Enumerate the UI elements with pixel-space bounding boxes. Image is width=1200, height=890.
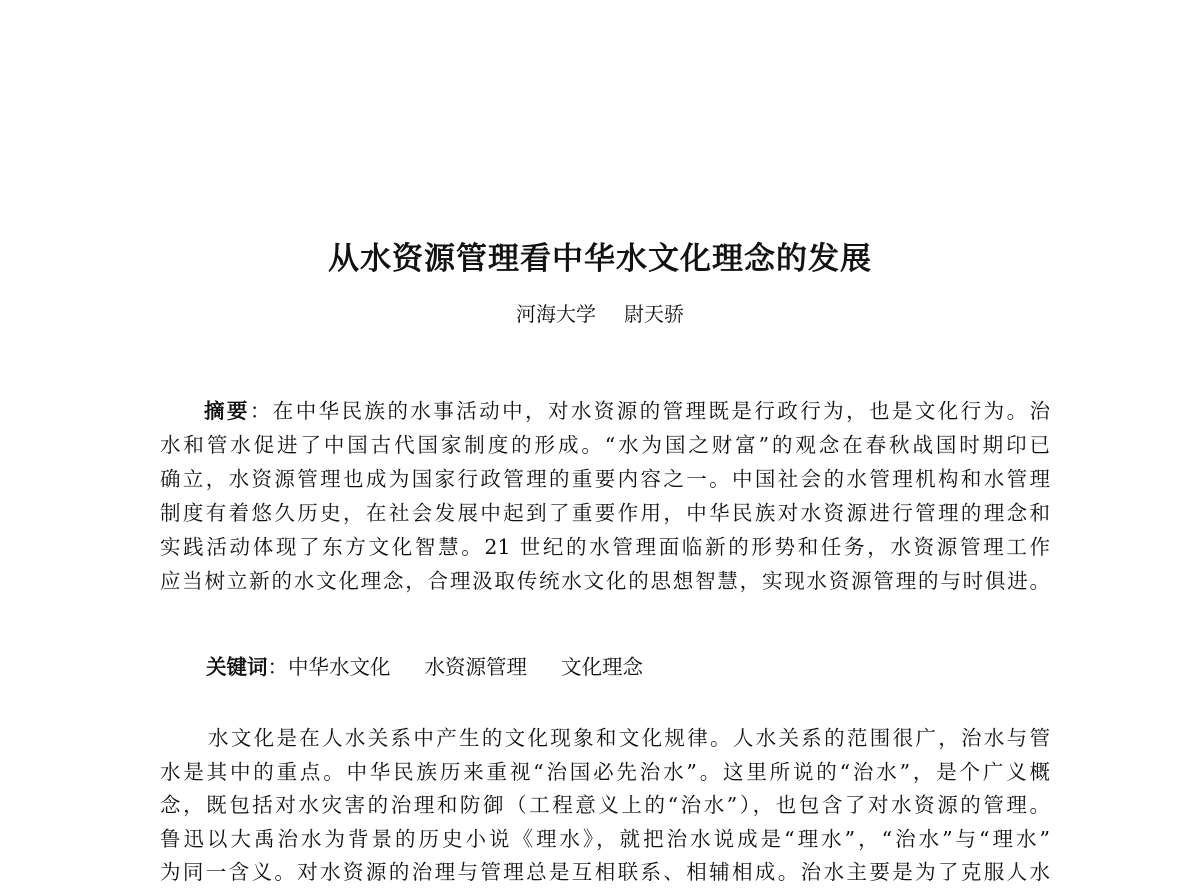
keywords-separator: ： [267,655,288,679]
author-affiliation: 河海大学 [516,302,596,326]
abstract-line: 水和管水促进了中国古代国家制度的形成。“水为国之财富”的观念在春秋战国时期印已 [160,433,1050,457]
keyword: 中华水文化 [288,655,391,679]
keywords-label: 关键词 [206,655,268,679]
body-line: 水文化是在人水关系中产生的文化现象和文化规律。人水关系的范围很广，治水与管 [208,726,1050,750]
abstract-line: 实践活动体现了东方文化智慧。21 世纪的水管理面临新的形势和任务，水资源管理工作 [160,535,1050,559]
abstract-line: 应当树立新的水文化理念，合理汲取传统水文化的思想智慧，实现水资源管理的与时俱进。 [160,569,1050,593]
abstract [160,394,1050,598]
abstract-line [160,394,1050,428]
keywords [206,650,643,684]
abstract-line: 确立，水资源管理也成为国家行政管理的重要内容之一。中国社会的水管理机构和水管理 [160,467,1050,491]
paper-title: 从水资源管理看中华水文化理念的发展 [328,241,872,277]
body-line: 鲁迅以大禹治水为背景的历史小说《理水》，就把治水说成是“理水”，“治水”与“理水” [160,826,1050,851]
body-line: 为同一含义。对水资源的治理与管理总是互相联系、相辅相成。治水主要是为了克服人水 [160,860,1050,884]
author-name: 尉天骄 [624,302,684,326]
body-paragraph [160,722,1050,890]
byline [0,299,1200,329]
body-line: 水是其中的重点。中华民族历来重视“治国必先治水”。这里所说的“治水”，是个广义概 [160,759,1050,784]
keyword: 水资源管理 [424,655,527,679]
abstract-line: 制度有着悠久历史，在社会发展中起到了重要作用，中华民族对水资源进行管理的理念和 [160,501,1050,525]
abstract-text: ：在中华民族的水事活动中，对水资源的管理既是行政行为，也是文化行为。治 [249,399,1051,423]
body-line: 念，既包括对水灾害的治理和防御（工程意义上的“治水”），也包含了对水资源的管理。 [160,793,1050,817]
keyword: 文化理念 [561,655,643,679]
abstract-label: 摘要 [204,399,250,423]
